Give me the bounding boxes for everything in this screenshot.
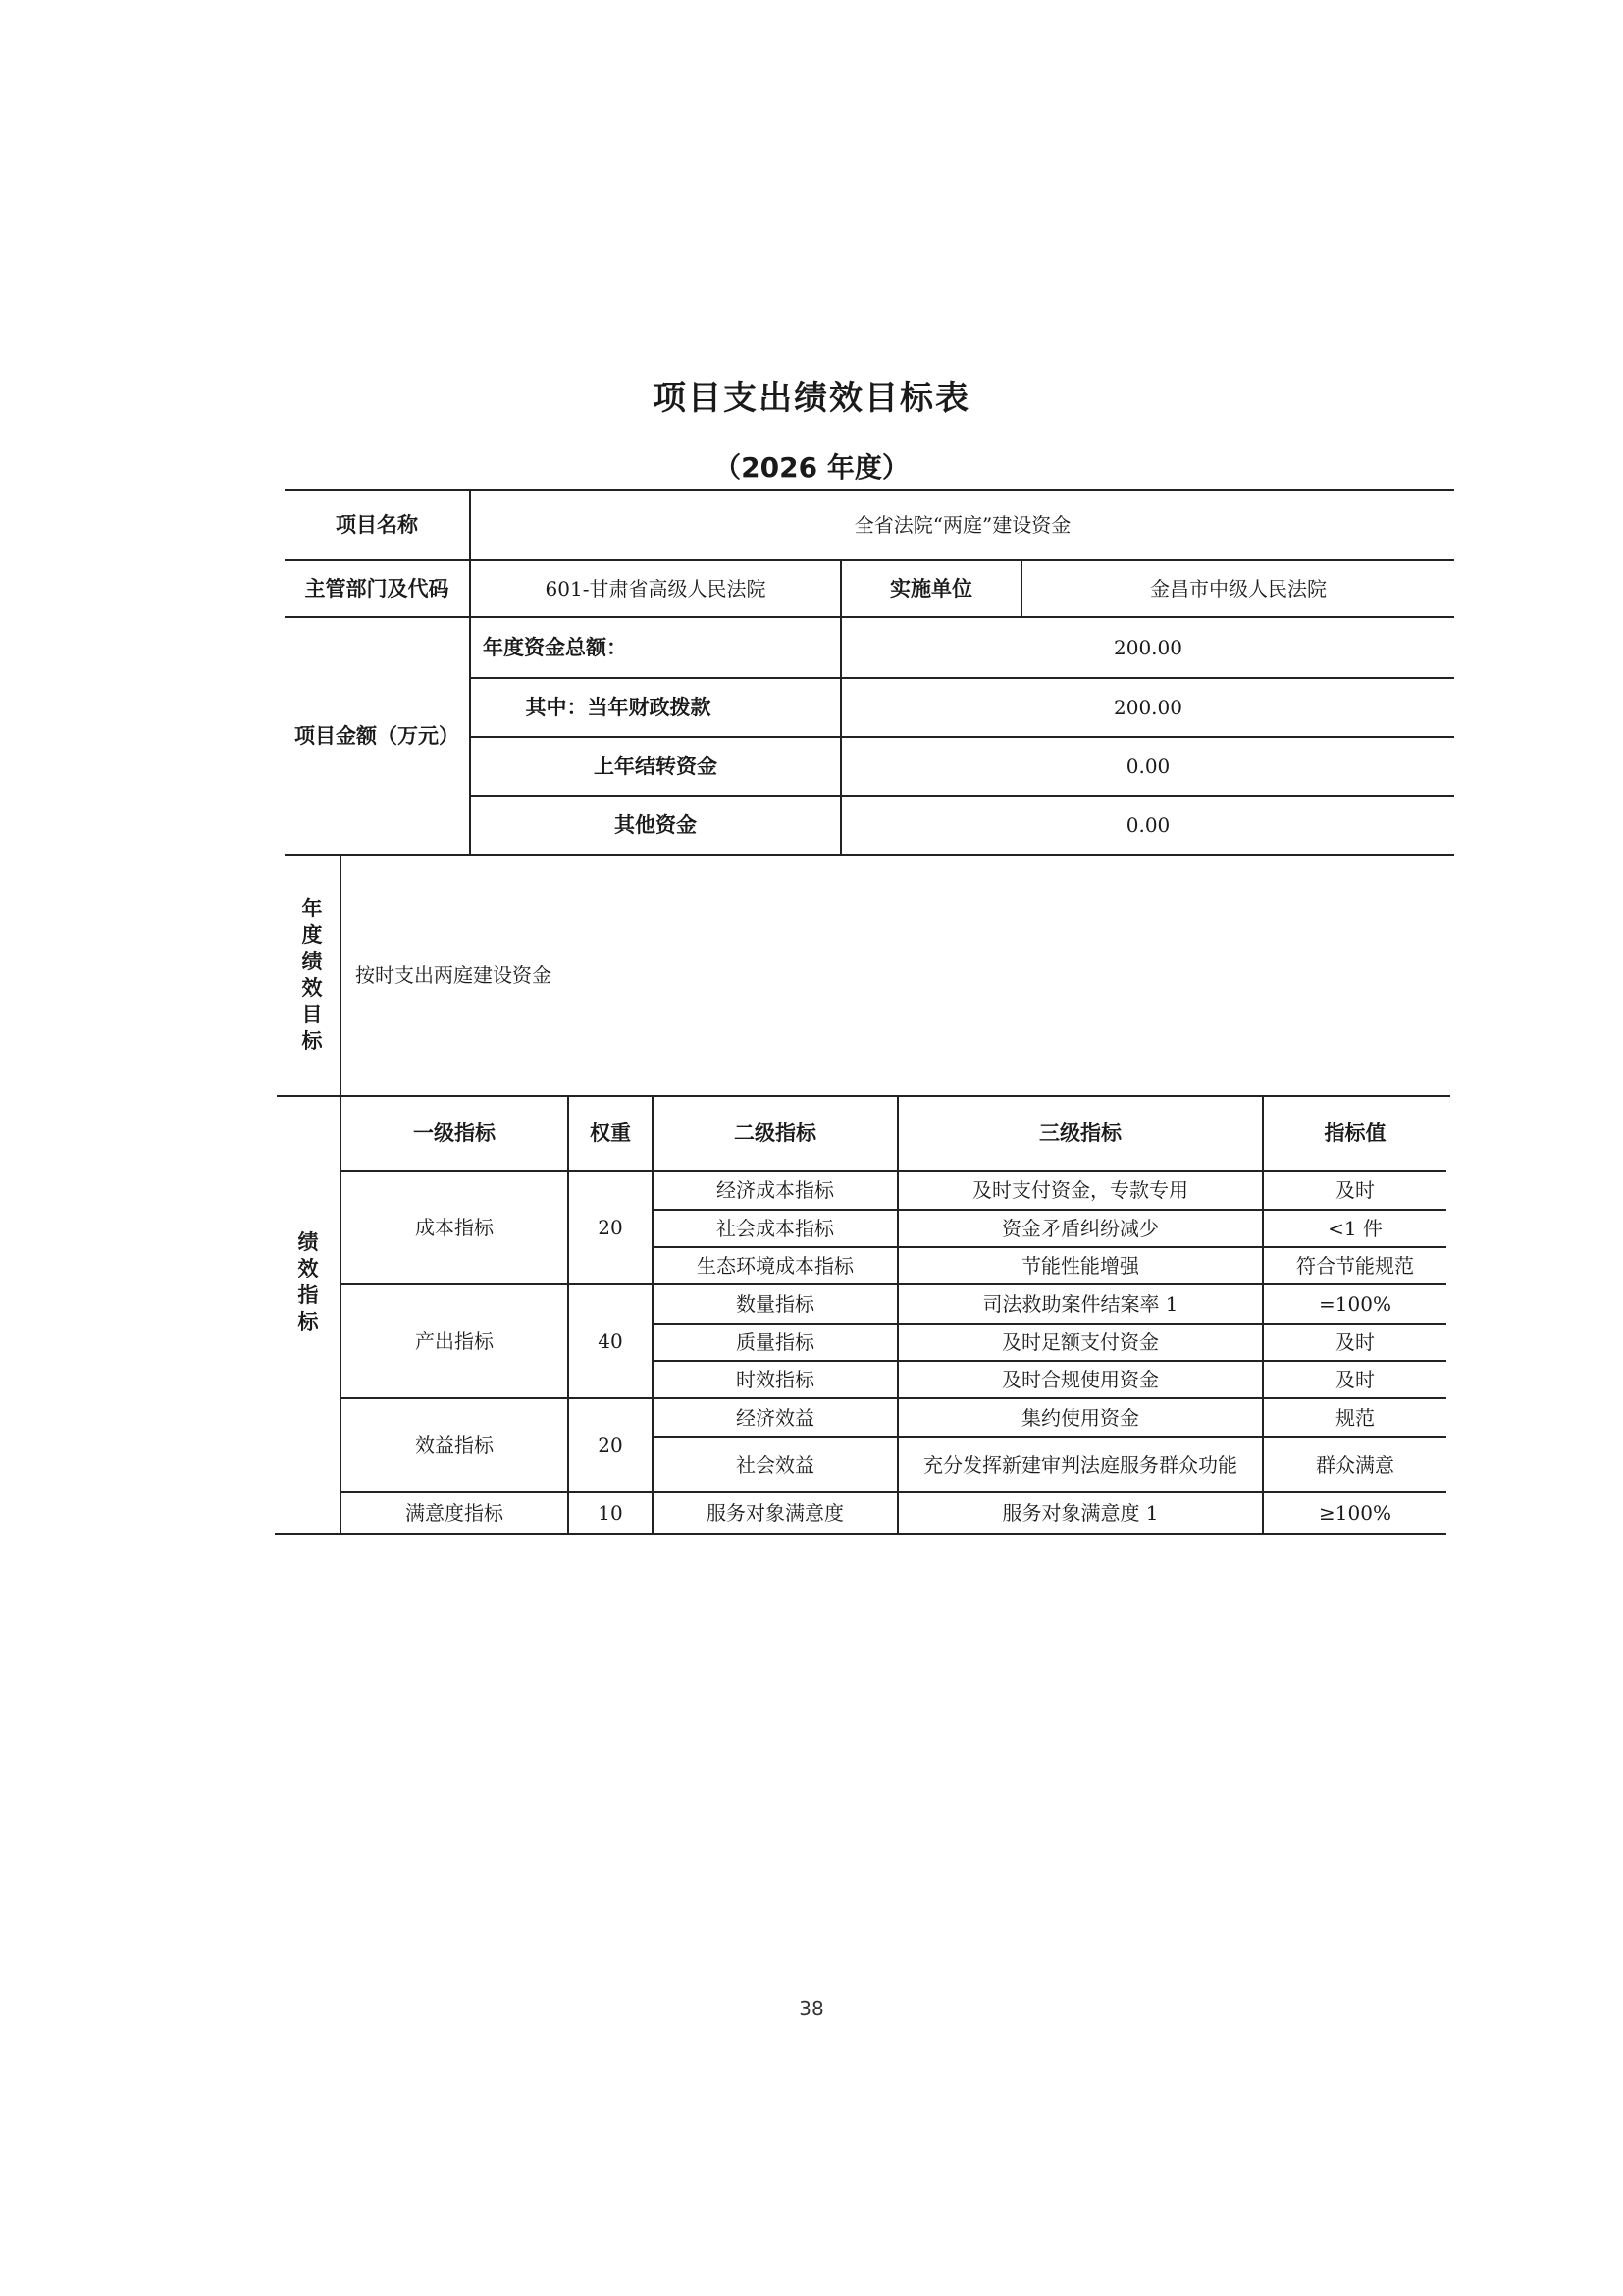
- group-cost-weight: 20: [598, 1216, 623, 1239]
- level2-cell: 时效指标: [736, 1368, 814, 1391]
- group-satisfaction-label: 满意度指标: [405, 1501, 503, 1525]
- amount-total-value: 200.00: [1114, 636, 1182, 659]
- goal-label-char: 目: [301, 1003, 323, 1026]
- level3-cell: 及时足额支付资金: [1002, 1331, 1159, 1354]
- group-satisfaction-weight: 10: [598, 1501, 623, 1525]
- page-title: 项目支出绩效目标表: [653, 379, 970, 418]
- amount-carryover-value: 0.00: [1126, 755, 1171, 778]
- indicator-value-cell: 群众满意: [1316, 1453, 1394, 1477]
- goal-label-char: 标: [301, 1029, 323, 1053]
- page-number: 38: [799, 1997, 824, 2020]
- header-level1: 一级指标: [413, 1122, 496, 1145]
- group-benefit-label: 效益指标: [415, 1434, 494, 1457]
- indicators-label-char: 指: [297, 1283, 319, 1307]
- indicator-value-cell: 及时: [1335, 1331, 1375, 1354]
- level3-cell: 及时合规使用资金: [1002, 1368, 1159, 1391]
- level3-cell: 集约使用资金: [1021, 1406, 1139, 1430]
- amount-fiscal-label: 其中：当年财政拨款: [525, 696, 711, 719]
- level2-cell: 服务对象满意度: [707, 1501, 844, 1525]
- project-name-value: 全省法院“两庭”建设资金: [854, 513, 1072, 537]
- amount-other-label: 其他资金: [614, 813, 697, 837]
- level3-cell: 及时支付资金，专款专用: [972, 1178, 1188, 1202]
- level2-cell: 质量指标: [736, 1331, 814, 1354]
- indicator-value-cell: ≥100%: [1319, 1501, 1391, 1525]
- indicator-value-cell: <1 件: [1328, 1217, 1383, 1240]
- level3-cell: 资金矛盾纠纷减少: [1002, 1217, 1159, 1240]
- level2-cell: 社会效益: [736, 1453, 814, 1477]
- annual-goal-label: [285, 856, 340, 1095]
- implementing-unit-value: 金昌市中级人民法院: [1150, 577, 1327, 600]
- level3-cell: 节能性能增强: [1021, 1254, 1139, 1278]
- goal-label-char: 年: [301, 897, 323, 920]
- header-value: 指标值: [1324, 1122, 1387, 1145]
- header-level2: 二级指标: [734, 1122, 816, 1145]
- department-value: 601-甘肃省高级人民法院: [545, 577, 766, 600]
- level2-cell: 经济成本指标: [716, 1178, 834, 1202]
- indicator-value-cell: 及时: [1335, 1368, 1375, 1391]
- group-output-label: 产出指标: [415, 1330, 494, 1353]
- group-cost-label: 成本指标: [415, 1216, 494, 1239]
- implementing-unit-label: 实施单位: [890, 577, 972, 600]
- indicators-label-char: 绩: [297, 1230, 319, 1254]
- level3-cell: 充分发挥新建审判法庭服务群众功能: [923, 1453, 1237, 1477]
- goal-label-char: 绩: [301, 950, 323, 973]
- amount-label: 项目金额（万元）: [294, 724, 459, 748]
- indicator-value-cell: =100%: [1319, 1292, 1391, 1316]
- amount-other-value: 0.00: [1126, 813, 1171, 837]
- indicators-label-char: 效: [297, 1257, 319, 1280]
- page-subtitle: （2026 年度）: [713, 451, 910, 484]
- amount-fiscal-value: 200.00: [1114, 696, 1182, 719]
- indicator-value-cell: 及时: [1335, 1178, 1375, 1202]
- annual-goal-text: 按时支出两庭建设资金: [355, 964, 551, 987]
- goal-label-char: 效: [301, 976, 323, 1000]
- group-benefit-weight: 20: [598, 1434, 623, 1457]
- level2-cell: 社会成本指标: [716, 1217, 834, 1240]
- level3-cell: 服务对象满意度 1: [1002, 1501, 1159, 1525]
- level2-cell: 数量指标: [736, 1292, 814, 1316]
- indicators-label-char: 标: [297, 1310, 319, 1333]
- project-name-label: 项目名称: [336, 513, 418, 537]
- amount-total-label: 年度资金总额：: [483, 636, 627, 659]
- indicator-value-cell: 符合节能规范: [1296, 1254, 1414, 1278]
- indicator-value-cell: 规范: [1335, 1406, 1375, 1430]
- level2-cell: 经济效益: [736, 1406, 814, 1430]
- header-level3: 三级指标: [1039, 1122, 1122, 1145]
- indicators-label: [277, 1170, 340, 1395]
- goal-label-char: 度: [301, 923, 323, 947]
- header-weight: 权重: [590, 1122, 631, 1145]
- level2-cell: 生态环境成本指标: [697, 1254, 854, 1278]
- amount-carryover-label: 上年结转资金: [594, 755, 717, 778]
- department-label: 主管部门及代码: [304, 577, 449, 600]
- level3-cell: 司法救助案件结案率 1: [982, 1292, 1178, 1316]
- group-output-weight: 40: [598, 1330, 623, 1353]
